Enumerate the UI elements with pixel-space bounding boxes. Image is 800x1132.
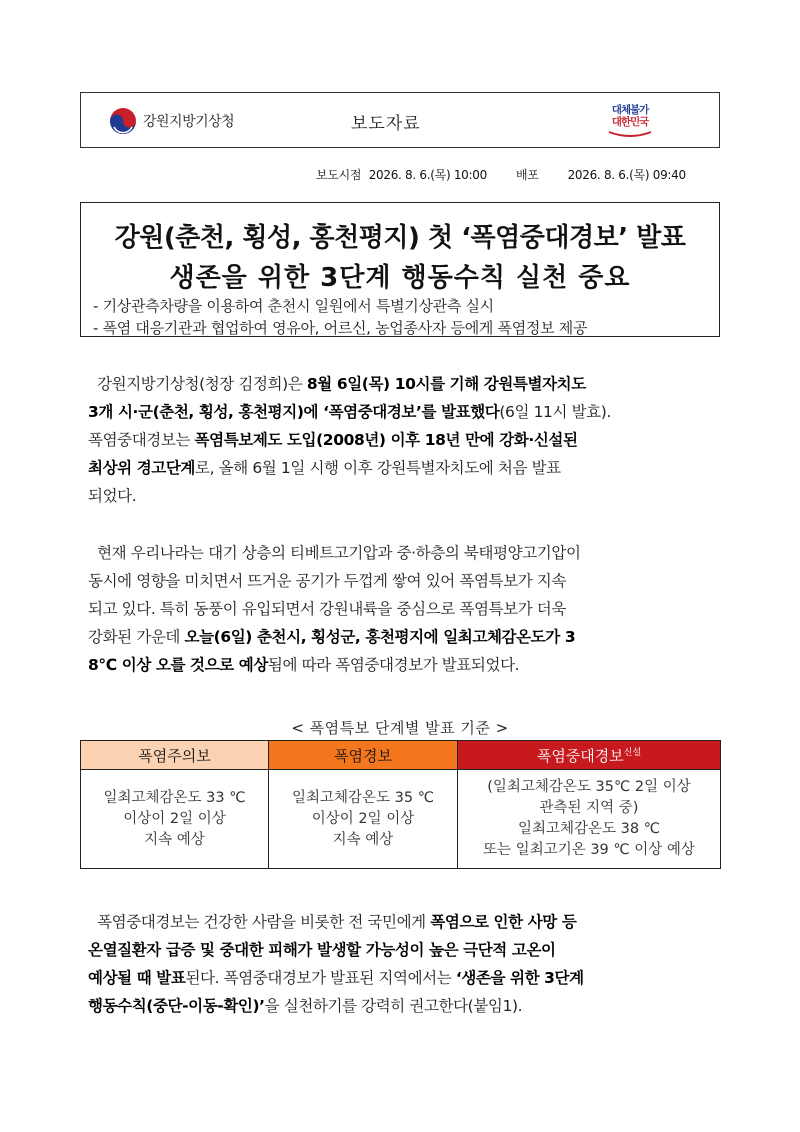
header-box xyxy=(80,92,720,148)
criteria-severe-heat-warning: (일최고체감온도 35℃ 2일 이상 관측된 지역 중) 일최고체감온도 38 ℃ 또는 일최고기온 39 ℃ 이상 예상 xyxy=(458,770,721,869)
text-line: 최상위 경고단계로, 올해 6월 1일 시행 이후 강원특별자치도에 처음 발표 xyxy=(88,459,561,477)
text-line: 되었다. xyxy=(88,487,137,505)
text-line: 현재 우리나라는 대기 상층의 티베트고기압과 중·하층의 북태평양고기압이 xyxy=(97,544,581,562)
criteria-heat-warning: 일최고체감온도 35 ℃ 이상이 2일 이상 지속 예상 xyxy=(269,770,458,869)
release-label: 보도시점 xyxy=(316,168,362,182)
table-row xyxy=(81,770,721,869)
summary-point-1: - 기상관측차량을 이용하여 춘천시 일원에서 특별기상관측 실시 xyxy=(93,297,494,315)
title-box xyxy=(80,202,720,337)
taeguk-emblem-icon xyxy=(109,107,137,135)
subheadline: 생존을 위한 3단계 행동수칙 실천 중요 xyxy=(169,263,631,293)
header-severe-heat-warning: 폭염중대경보$^{신설}$ xyxy=(458,741,721,770)
slogan-line1: 대체불가 xyxy=(611,104,649,116)
heatwave-criteria-table xyxy=(80,740,721,869)
slogan-line2: 대한민국 xyxy=(611,116,649,128)
agency-logo xyxy=(109,107,234,135)
text-line: 되고 있다. 특히 동풍이 유입되면서 강원내륙을 중심으로 폭염특보가 더욱 xyxy=(88,600,566,618)
paragraph-announcement xyxy=(88,370,728,510)
release-line xyxy=(316,166,690,183)
slogan-logo xyxy=(605,104,655,138)
summary-point-2: - 폭염 대응기관과 협업하여 영유아, 어르신, 농업종사자 등에게 폭염정보 제공 xyxy=(93,319,588,337)
release-time: 2026. 8. 6.(목) 10:00 xyxy=(368,168,487,182)
swoosh-icon xyxy=(605,130,655,138)
document-type-label: 보도자료 xyxy=(351,114,421,134)
criteria-heat-watch: 일최고체감온도 33 ℃ 이상이 2일 이상 지속 예상 xyxy=(81,770,269,869)
text-line: 폭염중대경보는 건강한 사람을 비롯한 전 국민에게 폭염으로 인한 사망 등 xyxy=(97,913,577,931)
text-line: 폭염중대경보는 폭염특보제도 도입(2008년) 이후 18년 만에 강화·신설된 xyxy=(88,431,578,449)
text-line: 강화된 가운데 오늘(6일) 춘천시, 횡성군, 홍천평지에 일최고체감온도가 3 xyxy=(88,628,576,646)
text-line: 행동수칙(중단-이동-확인)’을 실천하기를 강력히 권고한다(붙임1). xyxy=(88,997,523,1015)
text-line: 8℃ 이상 오를 것으로 예상됨에 따라 폭염중대경보가 발표되었다. xyxy=(88,656,520,674)
text-line: 예상될 때 발표된다. 폭염중대경보가 발표된 지역에서는 ‘생존을 위한 3단계 xyxy=(88,969,584,987)
text-line: 3개 시·군(춘천, 횡성, 홍천평지)에 ‘폭염중대경보’를 발표했다(6일 11시 발효). xyxy=(88,403,611,421)
new-badge: 신설 xyxy=(623,747,642,758)
text-line: 강원지방기상청(청장 김정희)은 8월 6일(목) 10시를 기해 강원특별자치도 xyxy=(97,375,586,393)
text-line: 동시에 영향을 미치면서 뜨거운 공기가 두껍게 쌓여 있어 폭염특보가 지속 xyxy=(88,572,566,590)
agency-name: 강원지방기상청 xyxy=(143,114,235,130)
text-line: 온열질환자 급증 및 중대한 피해가 발생할 가능성이 높은 극단적 고온이 xyxy=(88,941,556,959)
paragraph-background xyxy=(88,539,728,679)
table-caption: < 폭염특보 단계별 발표 기준 > xyxy=(291,719,509,737)
header-heat-watch: 폭염주의보 xyxy=(81,741,269,770)
headline: 강원(춘천, 횡성, 홍천평지) 첫 ‘폭염중대경보’ 발표 xyxy=(114,223,686,253)
paragraph-guidance xyxy=(88,908,728,1020)
distribution-time: 2026. 8. 6.(목) 09:40 xyxy=(567,168,686,182)
table-header-row xyxy=(81,741,721,770)
header-heat-warning: 폭염경보 xyxy=(269,741,458,770)
distribution-label: 배포 xyxy=(515,168,539,182)
